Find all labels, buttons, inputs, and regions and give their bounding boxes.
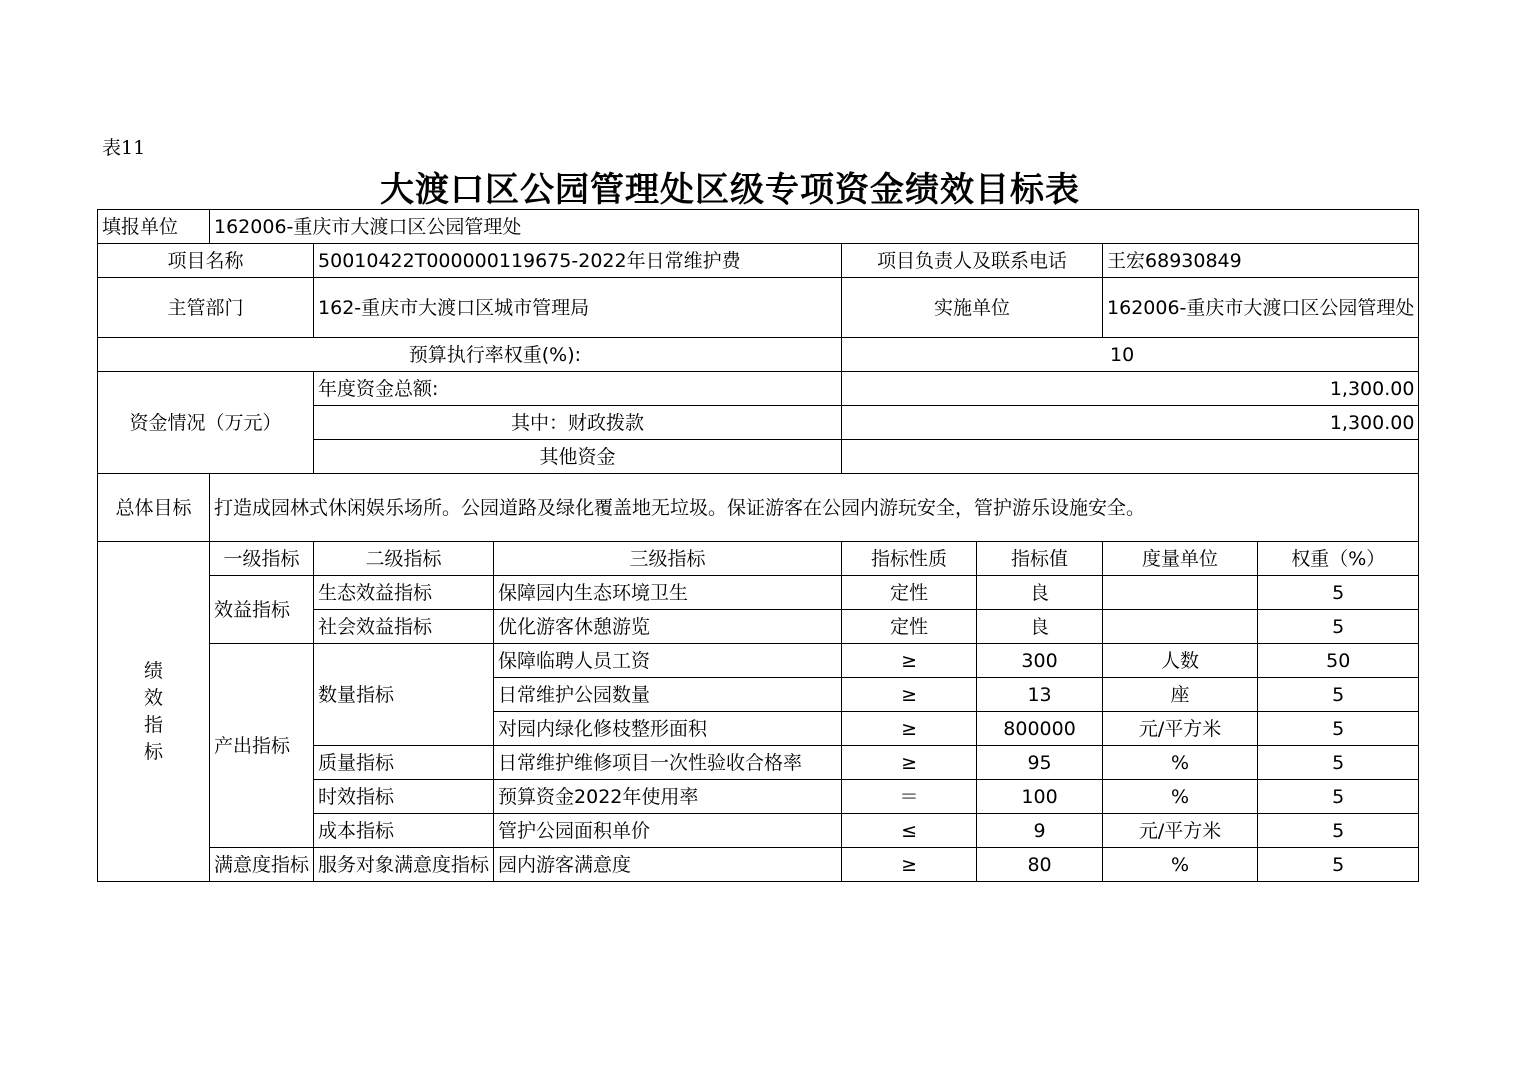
value-cell: 良 (977, 610, 1103, 644)
unit-cell: % (1103, 848, 1258, 882)
unit-cell: 元/平方米 (1103, 814, 1258, 848)
unit-cell: 元/平方米 (1103, 712, 1258, 746)
level3-cell: 日常维护公园数量 (494, 678, 842, 712)
nature-cell: 定性 (842, 610, 977, 644)
funds-other-value (842, 440, 1419, 474)
fill-unit-label: 填报单位 (98, 210, 210, 244)
nature-cell: ≥ (842, 644, 977, 678)
unit-cell: 人数 (1103, 644, 1258, 678)
goal-text: 打造成园林式休闲娱乐场所。公园道路及绿化覆盖地无垃圾。保证游客在公园内游玩安全，管护游乐设施安全。 (210, 474, 1419, 542)
funds-other-label: 其他资金 (314, 440, 842, 474)
level1-cell: 效益指标 (210, 576, 314, 644)
weight-cell: 5 (1258, 746, 1419, 780)
exec-rate-value: 10 (842, 338, 1419, 372)
level2-cell: 社会效益指标 (314, 610, 494, 644)
weight-cell: 5 (1258, 780, 1419, 814)
weight-cell: 5 (1258, 678, 1419, 712)
unit-cell (1103, 610, 1258, 644)
funds-label: 资金情况（万元） (98, 372, 314, 474)
unit-cell (1103, 576, 1258, 610)
level3-cell: 保障临聘人员工资 (494, 644, 842, 678)
department-row (98, 278, 1419, 338)
value-cell: 9 (977, 814, 1103, 848)
table-row (98, 576, 1419, 610)
level2-cell: 时效指标 (314, 780, 494, 814)
nature-cell: ≥ (842, 678, 977, 712)
value-cell: 良 (977, 576, 1103, 610)
performance-target-table (97, 209, 1419, 882)
level2-cell: 成本指标 (314, 814, 494, 848)
nature-cell: ≥ (842, 848, 977, 882)
unit-cell: 座 (1103, 678, 1258, 712)
level2-cell: 质量指标 (314, 746, 494, 780)
project-name-value: 50010422T000000119675-2022年日常维护费 (314, 244, 842, 278)
unit-cell: % (1103, 746, 1258, 780)
exec-rate-label: 预算执行率权重(%): (98, 338, 842, 372)
weight-cell: 50 (1258, 644, 1419, 678)
contact-value: 王宏68930849 (1103, 244, 1419, 278)
project-name-label: 项目名称 (98, 244, 314, 278)
column-header: 权重（%） (1258, 542, 1419, 576)
level3-cell: 管护公园面积单价 (494, 814, 842, 848)
weight-cell: 5 (1258, 712, 1419, 746)
table-row (98, 848, 1419, 882)
level2-cell: 服务对象满意度指标 (314, 848, 494, 882)
exec-rate-row (98, 338, 1419, 372)
funds-total-value: 1,300.00 (842, 372, 1419, 406)
weight-cell: 5 (1258, 610, 1419, 644)
level2-cell: 生态效益指标 (314, 576, 494, 610)
level3-cell: 对园内绿化修枝整形面积 (494, 712, 842, 746)
weight-cell: 5 (1258, 814, 1419, 848)
funds-total-label: 年度资金总额: (314, 372, 842, 406)
goal-label: 总体目标 (98, 474, 210, 542)
value-cell: 300 (977, 644, 1103, 678)
column-header: 指标值 (977, 542, 1103, 576)
level2-cell: 数量指标 (314, 644, 494, 746)
column-header: 二级指标 (314, 542, 494, 576)
unit-cell: % (1103, 780, 1258, 814)
funds-total-row (98, 372, 1419, 406)
value-cell: 80 (977, 848, 1103, 882)
nature-cell: ≥ (842, 746, 977, 780)
level1-cell: 产出指标 (210, 644, 314, 848)
indicator-header-row (98, 542, 1419, 576)
table-row (98, 644, 1419, 678)
column-header: 一级指标 (210, 542, 314, 576)
level3-cell: 园内游客满意度 (494, 848, 842, 882)
nature-cell: ＝ (842, 780, 977, 814)
funds-fiscal-label: 其中：财政拨款 (314, 406, 842, 440)
impl-unit-label: 实施单位 (842, 278, 1103, 338)
fill-unit-row (98, 210, 1419, 244)
contact-label: 项目负责人及联系电话 (842, 244, 1103, 278)
level3-cell: 优化游客休憩游览 (494, 610, 842, 644)
funds-fiscal-value: 1,300.00 (842, 406, 1419, 440)
nature-cell: 定性 (842, 576, 977, 610)
level3-cell: 日常维护维修项目一次性验收合格率 (494, 746, 842, 780)
column-header: 度量单位 (1103, 542, 1258, 576)
value-cell: 13 (977, 678, 1103, 712)
dept-value: 162-重庆市大渡口区城市管理局 (314, 278, 842, 338)
level3-cell: 保障园内生态环境卫生 (494, 576, 842, 610)
page-title: 大渡口区公园管理处区级专项资金绩效目标表 (380, 170, 1080, 210)
dept-label: 主管部门 (98, 278, 314, 338)
value-cell: 95 (977, 746, 1103, 780)
column-header: 三级指标 (494, 542, 842, 576)
project-name-row (98, 244, 1419, 278)
level1-cell: 满意度指标 (210, 848, 314, 882)
indicator-section-label (98, 542, 210, 882)
value-cell: 100 (977, 780, 1103, 814)
goal-row (98, 474, 1419, 542)
level3-cell: 预算资金2022年使用率 (494, 780, 842, 814)
column-header: 指标性质 (842, 542, 977, 576)
indicator-section-text: 绩效指标 (143, 659, 163, 763)
fill-unit-value: 162006-重庆市大渡口区公园管理处 (210, 210, 1419, 244)
nature-cell: ≤ (842, 814, 977, 848)
nature-cell: ≥ (842, 712, 977, 746)
value-cell: 800000 (977, 712, 1103, 746)
impl-unit-value: 162006-重庆市大渡口区公园管理处 (1103, 278, 1419, 338)
weight-cell: 5 (1258, 848, 1419, 882)
weight-cell: 5 (1258, 576, 1419, 610)
table-number-label: 表11 (102, 137, 146, 159)
